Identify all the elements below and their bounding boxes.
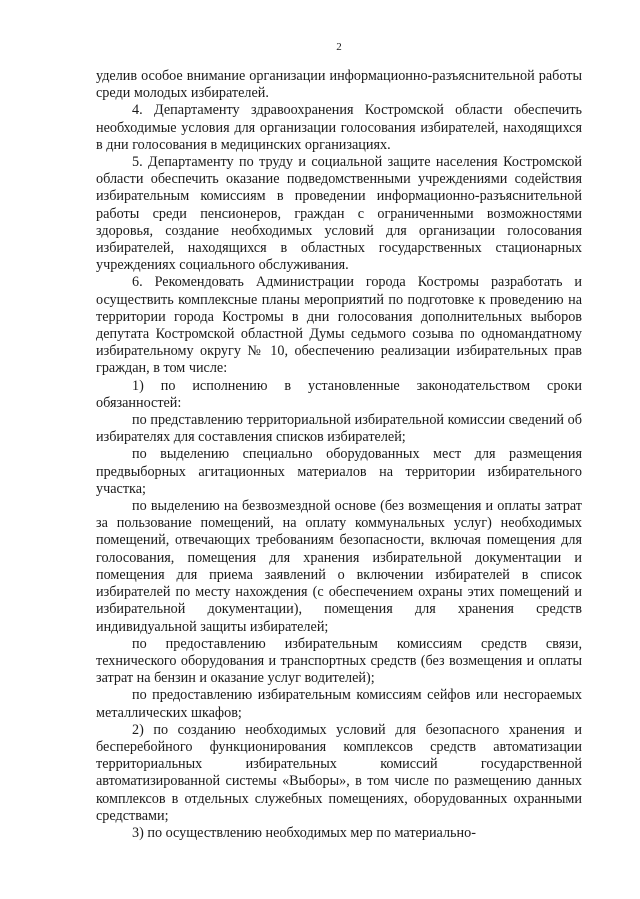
paragraph: по выделению специально оборудованных мест для размещения предвыборных агитационных материалов на территории избирательного участка; xyxy=(96,446,582,497)
paragraph: 4. Департаменту здравоохранения Костромской области обеспечить необходимые условия для организации голосования избирателей, находящихся в дни голосования в медицинских организациях. xyxy=(96,102,582,153)
paragraph: по предоставлению избирательным комиссиям средств связи, технического оборудования и транспортных средств (без возмещения и оплаты затрат на бензин и оказание услуг водителей); xyxy=(96,635,582,687)
page-number: 2 xyxy=(336,41,342,53)
paragraph: 3) по осуществлению необходимых мер по материально- xyxy=(132,824,476,841)
paragraph: 2) по созданию необходимых условий для безопасного хранения и бесперебойного функционирования комплексов средств автоматизации территориальных избирательных комиссий государственной автоматизированной системы «Выборы», в том числе по размещению данных комплексов в отдельных служебных помещениях, оборудованных охранными средствами; xyxy=(96,721,582,824)
document-body xyxy=(96,68,582,842)
paragraph: по предоставлению избирательным комиссиям сейфов или несгораемых металлических шкафов; xyxy=(96,687,582,721)
paragraph: 6. Рекомендовать Администрации города Костромы разработать и осуществить комплексные планы мероприятий по подготовке к проведению на территории города Костромы в дни голосования дополнительных выборов депутата Костромской областной Думы седьмого созыва по одномандатному избирательному округу № 10, обеспечению реализации избирательных прав граждан, в том числе: xyxy=(96,274,582,377)
paragraph: уделив особое внимание организации информационно-разъяснительной работы среди молодых избирателей. xyxy=(96,68,582,102)
paragraph: 1) по исполнению в установленные законодательством сроки обязанностей: xyxy=(96,377,582,411)
paragraph: 5. Департаменту по труду и социальной защите населения Костромской области обеспечить оказание подведомственными учреждениями содействия избирательным комиссиям в проведении информационно-разъяснительной работы среди пенсионеров, граждан с ограниченными возможностями здоровья, создание необходимых условий для организации голосования избирателей, находящихся в областных государственных стационарных учреждениях социального обслуживания. xyxy=(96,154,582,274)
paragraph: по представлению территориальной избирательной комиссии сведений об избирателях для составления списков избирателей; xyxy=(96,412,582,446)
paragraph: по выделению на безвозмездной основе (без возмещения и оплаты затрат за пользование помещений, на оплату коммунальных услуг) необходимых помещений, отвечающих требованиям безопасности, включая помещения для голосования, помещения для хранения избирательной документации и помещения для приема заявлений о включении избирателей в список избирателей по месту нахождения (с обеспечением охраны этих помещений и избирательной документации), помещения для хранения средств индивидуальной защиты избирателей; xyxy=(96,498,582,635)
